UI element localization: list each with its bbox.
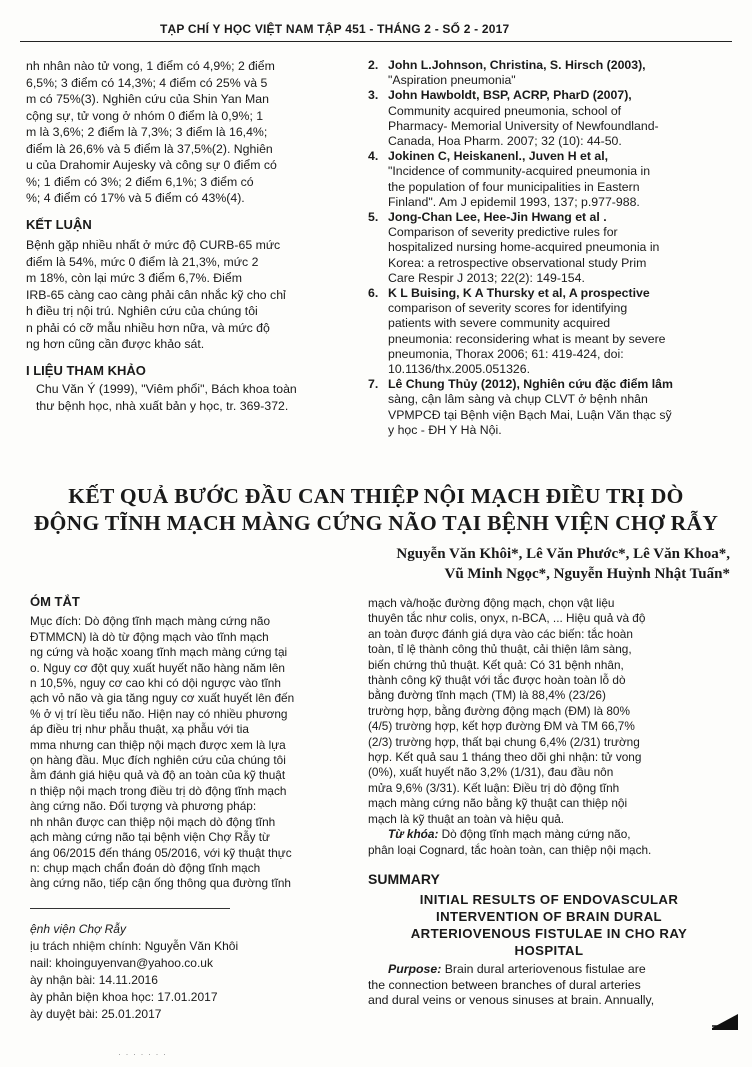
text-line: John Hawboldt, BSP, ACRP, PharD (2007), <box>388 88 632 103</box>
text-line: thành công kỹ thuật với tắc được hoàn toàn lỗ dò <box>368 673 626 688</box>
text-line: cộng sự, tử vong ở nhóm 0 điểm là 0,9%; 1 <box>26 108 264 123</box>
text-line: Community acquired pneumonia, school of <box>388 103 622 118</box>
summary-heading: SUMMARY <box>368 871 440 887</box>
left-top-column <box>26 58 344 414</box>
text-line: Finland". Am J epidemil 1993, 137; p.977-988. <box>388 194 640 209</box>
keywords-label: Từ khóa: <box>388 827 439 842</box>
text-line: thuyên tắc như colis, onyx, n-BCA, ... Hiệu quả và độ <box>368 611 646 626</box>
text-line: IRB-65 càng cao càng phải cân nhắc kỹ cho chỉ <box>26 287 286 302</box>
text-line: y học - ĐH Y Hà Nội. <box>388 422 502 437</box>
footnote-line: ày phản biện khoa học: 17.01.2017 <box>30 990 218 1004</box>
text-line: (0%), xuất huyết não 3,2% (1/31), đau đầu nôn <box>368 765 614 780</box>
text-line: Pharmacy- Memorial University of Newfoundland- <box>388 118 659 133</box>
abstract-heading: ÓM TẮT <box>30 594 80 609</box>
text-line: hospitalized nursing home-acquired pneumonia in <box>388 240 660 255</box>
text-line: phân loại Cognard, tắc hoàn toàn, can thiệp nội mạch. <box>368 842 652 857</box>
reference-7 <box>368 377 730 438</box>
text-line: Jong-Chan Lee, Hee-Jin Hwang et al . <box>388 210 607 225</box>
text-line: mma nhưng can thiệp nội mạch được xem là lựa <box>30 737 286 752</box>
reference-number: 6. <box>368 286 379 301</box>
text-line: (2/3) trường hợp, thất bại chung 6,4% (2/31) trường <box>368 734 640 749</box>
text-line: K L Buising, K A Thursky et al, A prospective <box>388 286 650 301</box>
keywords-line <box>368 827 730 842</box>
text-line: u của Drahomir Aujesky và công sự 0 điểm có <box>26 158 277 172</box>
text-line: and dural veins or venous sinuses at brain. Annually, <box>368 993 655 1008</box>
page-mark: · · · · · · · <box>118 1049 167 1059</box>
text-line: INITIAL RESULTS OF ENDOVASCULAR <box>419 892 679 908</box>
abstract-right-column <box>368 596 730 1009</box>
footnote-line: ày duyệt bài: 25.01.2017 <box>30 1007 162 1021</box>
conclusion-text <box>26 237 344 353</box>
text-line: m có 75%(3). Nghiên cứu của Shin Yan Man <box>26 92 269 106</box>
summary-purpose <box>368 962 730 1008</box>
text-line: Jokinen C, Heiskanenl., Juven H et al, <box>388 149 609 164</box>
text-line: "Aspiration pneumonia" <box>388 73 516 88</box>
text-line: Korea: a retrospective observational study Prim <box>388 255 647 270</box>
text-line: bằng đường tĩnh mạch (TM) là 88,4% (23/26) <box>368 688 606 703</box>
text-line: áp điều trị như phẫu thuật, xạ phẫu với tia <box>30 722 249 737</box>
text-line: àng cứng não, tiếp cận ống thông qua đường tĩnh <box>30 876 291 891</box>
text-line: Chu Văn Ý (1999), "Viêm phổi", Bách khoa toàn <box>36 382 297 396</box>
footnote-email: nail: khoinguyenvan@yahoo.co.uk <box>30 956 213 970</box>
text-line: trường hợp, bằng đường động mạch (ĐM) là 80% <box>368 703 630 718</box>
journal-mark-icon <box>712 1012 738 1030</box>
footnote-line: ịu trách nhiệm chính: Nguyễn Văn Khôi <box>30 939 239 953</box>
reference-number: 2. <box>368 58 379 72</box>
text-line: ng hơn cũng cần được khảo sát. <box>26 337 205 351</box>
text-line: ạch màng cứng não tại bệnh viện Chợ Rẫy từ <box>30 830 270 845</box>
abstract-text <box>30 614 348 891</box>
text-line: John L.Johnson, Christina, S. Hirsch (2003), <box>388 58 646 72</box>
text-line: điểm là 54%, mức 0 điểm là 21,3%, mức 2 <box>26 254 259 269</box>
text-line: the connection between branches of dural arteries <box>368 977 641 992</box>
article-authors-line-2: Vũ Minh Ngọc*, Nguyễn Huỳnh Nhật Tuấn* <box>444 566 730 582</box>
text-line: biến chứng thủ thuật. Kết quả: Có 31 bệnh nhân, <box>368 657 624 672</box>
text-line: "Incidence of community-acquired pneumonia in <box>388 164 651 179</box>
text-line: pneumonia, Thorax 2006; 61: 419-424, doi: <box>388 346 624 361</box>
header-divider <box>20 41 732 42</box>
text-line: an toàn được đánh giá dựa vào các biến: tắc hoàn <box>368 626 633 641</box>
text-line: sàng, cận lâm sàng và chụp CLVT ở bệnh nhân <box>388 392 648 407</box>
footnote-divider <box>30 908 230 909</box>
text-line: Comparison of severity predictive rules for <box>388 225 618 240</box>
text-line: 6,5%; 3 điểm có 14,3%; 4 điểm có 25% và 5 <box>26 75 268 90</box>
text-line: m là 3,6%; 2 điểm là 7,3%; 3 điểm là 16,4%; <box>26 125 268 139</box>
text-line: điểm là 26,6% và 5 điểm là 37,5%(2). Nghiên <box>26 141 273 156</box>
article-authors-line-1: Nguyễn Văn Khôi*, Lê Văn Phước*, Lê Văn Khoa*, <box>396 546 730 562</box>
reference-5 <box>368 210 730 286</box>
text-line: patients with severe community acquired <box>388 316 611 331</box>
text-line: ọn hàng đầu. Mục đích nghiên cứu của chúng tôi <box>30 753 286 768</box>
text-line: 10.1136/thx.2005.051326. <box>388 362 530 377</box>
journal-header: TẠP CHÍ Y HỌC VIỆT NAM TẬP 451 - THÁNG 2 - SỐ 2 - 2017 <box>160 22 510 36</box>
previous-article-text <box>26 58 344 207</box>
text-line: Bệnh gặp nhiều nhất ở mức độ CURB-65 mức <box>26 238 281 252</box>
reference-4 <box>368 149 730 210</box>
text-line: nh nhân nào tử vong, 1 điểm có 4,9%; 2 điểm <box>26 59 275 73</box>
purpose-text: Brain dural arteriovenous fistulae are <box>441 962 646 977</box>
footnote-affiliation: ệnh viện Chợ Rẫy <box>30 922 126 936</box>
text-line: hợp. Kết quả sau 1 tháng theo dõi ghi nhận: tử vong <box>368 750 642 765</box>
text-line: HOSPITAL <box>514 943 584 959</box>
reference-number: 3. <box>368 88 379 103</box>
text-line: pneumonia: reconsidering what is meant by severe <box>388 331 666 346</box>
reference-1 <box>26 381 344 414</box>
author-footnote <box>30 921 350 1023</box>
text-line: %; 4 điểm có 17% và 5 điểm có 43%(4). <box>26 191 245 205</box>
abstract-left-column <box>30 594 348 892</box>
text-line: comparison of severity scores for identifying <box>388 301 628 316</box>
text-line: ng cứng và hoặc xoang tĩnh mạch màng cứng tại <box>30 645 288 660</box>
footnote-line: ày nhận bài: 14.11.2016 <box>30 973 158 987</box>
text-line: mạch và/hoặc đường động mạch, chọn vật liệu <box>368 596 615 610</box>
reference-2 <box>368 58 730 88</box>
reference-3 <box>368 88 730 149</box>
text-line: mạch màng cứng não bằng kỹ thuật can thiệp nội <box>368 796 628 811</box>
text-line: áng 06/2015 đến tháng 05/2016, với kỹ thuật thực <box>30 845 292 860</box>
text-line: nh nhân được can thiệp nội mạch dò động tĩnh <box>30 814 276 829</box>
references-column <box>368 58 730 438</box>
reference-number: 4. <box>368 149 379 164</box>
text-line: Lê Chung Thủy (2012), Nghiên cứu đặc điểm lâm <box>388 377 673 392</box>
text-line: thư bệnh học, nhà xuất bản y học, tr. 369-372. <box>36 398 289 413</box>
reference-6 <box>368 286 730 377</box>
text-line: o. Nguy cơ đột quỵ xuất huyết não hàng năm lên <box>30 660 285 675</box>
text-line: n phải có cỡ mẫu nhiều hơn nữa, và mức độ <box>26 320 270 335</box>
text-line: mạch là kỹ thuật an toàn và hiệu quả. <box>368 811 565 826</box>
text-line: n thiệp nội mạch trong điều trị dò động tĩnh mạch <box>30 783 287 798</box>
article-title-line-1: KẾT QUẢ BƯỚC ĐẦU CAN THIỆP NỘI MẠCH ĐIỀU TRỊ DÒ <box>68 484 684 508</box>
text-line: Mục đích: Dò động tĩnh mạch màng cứng não <box>30 614 271 629</box>
text-line: n 10,5%, nguy cơ cao khi có dội ngược vào tĩnh <box>30 676 281 691</box>
text-line: toàn, tỉ lệ thành công thủ thuật, cải thiện lâm sàng, <box>368 642 632 657</box>
text-line: ạch vỏ não và gia tăng nguy cơ xuất huyết lên đến <box>30 691 295 706</box>
purpose-label: Purpose: <box>388 962 442 977</box>
text-line: (4/5) trường hợp, kết hợp đường ĐM và TM 66,7% <box>368 719 635 734</box>
references-heading: I LIỆU THAM KHẢO <box>26 362 146 378</box>
text-line: Canada, Hoa Pharm. 2007; 32 (10): 44-50. <box>388 134 622 149</box>
text-line <box>368 962 730 977</box>
text-line: ARTERIOVENOUS FISTULAE IN CHO RAY <box>410 926 688 942</box>
text-line: ằm đánh giá hiệu quả và độ an toàn của kỹ thuật <box>30 768 286 783</box>
text-line: % ở vị trí lều tiểu não. Hiện nay có nhiều phương <box>30 706 288 721</box>
text-line: m 18%, còn lại mức 3 điểm 6,7%. Điểm <box>26 271 242 285</box>
text-line: mửa 9,6% (3/31). Kết luận: Điều trị dò động tĩnh <box>368 780 620 795</box>
text-line: Care Respir J 2013; 22(2): 149-154. <box>388 270 585 285</box>
text-line: INTERVENTION OF BRAIN DURAL <box>436 909 662 925</box>
text-line: àng cứng não. Đối tượng và phương pháp: <box>30 799 257 814</box>
reference-number: 7. <box>368 377 379 392</box>
text-line: n: chụp mạch chẩn đoán dò động tĩnh mạch <box>30 860 261 875</box>
keywords-text: Dò động tĩnh mạch màng cứng não, <box>438 827 631 842</box>
text-line: %; 1 điểm có 3%; 2 điểm 6,1%; 3 điểm có <box>26 174 254 189</box>
text-line: the population of four municipalities in Eastern <box>388 179 640 194</box>
text-line: h điều trị nội trú. Nghiên cứu của chúng tôi <box>26 304 258 318</box>
article-title-line-2: ĐỘNG TĨNH MẠCH MÀNG CỨNG NÃO TẠI BỆNH VIỆN CHỢ RẪY <box>33 511 719 535</box>
conclusion-heading: KẾT LUẬN <box>26 216 92 232</box>
reference-number: 5. <box>368 210 379 225</box>
text-line: VPMPCĐ tại Bệnh viện Bạch Mai, Luận Văn thạc sỹ <box>388 407 672 422</box>
english-title <box>368 891 730 959</box>
text-line: ĐTMMCN) là dò từ động mạch vào tĩnh mạch <box>30 629 269 644</box>
